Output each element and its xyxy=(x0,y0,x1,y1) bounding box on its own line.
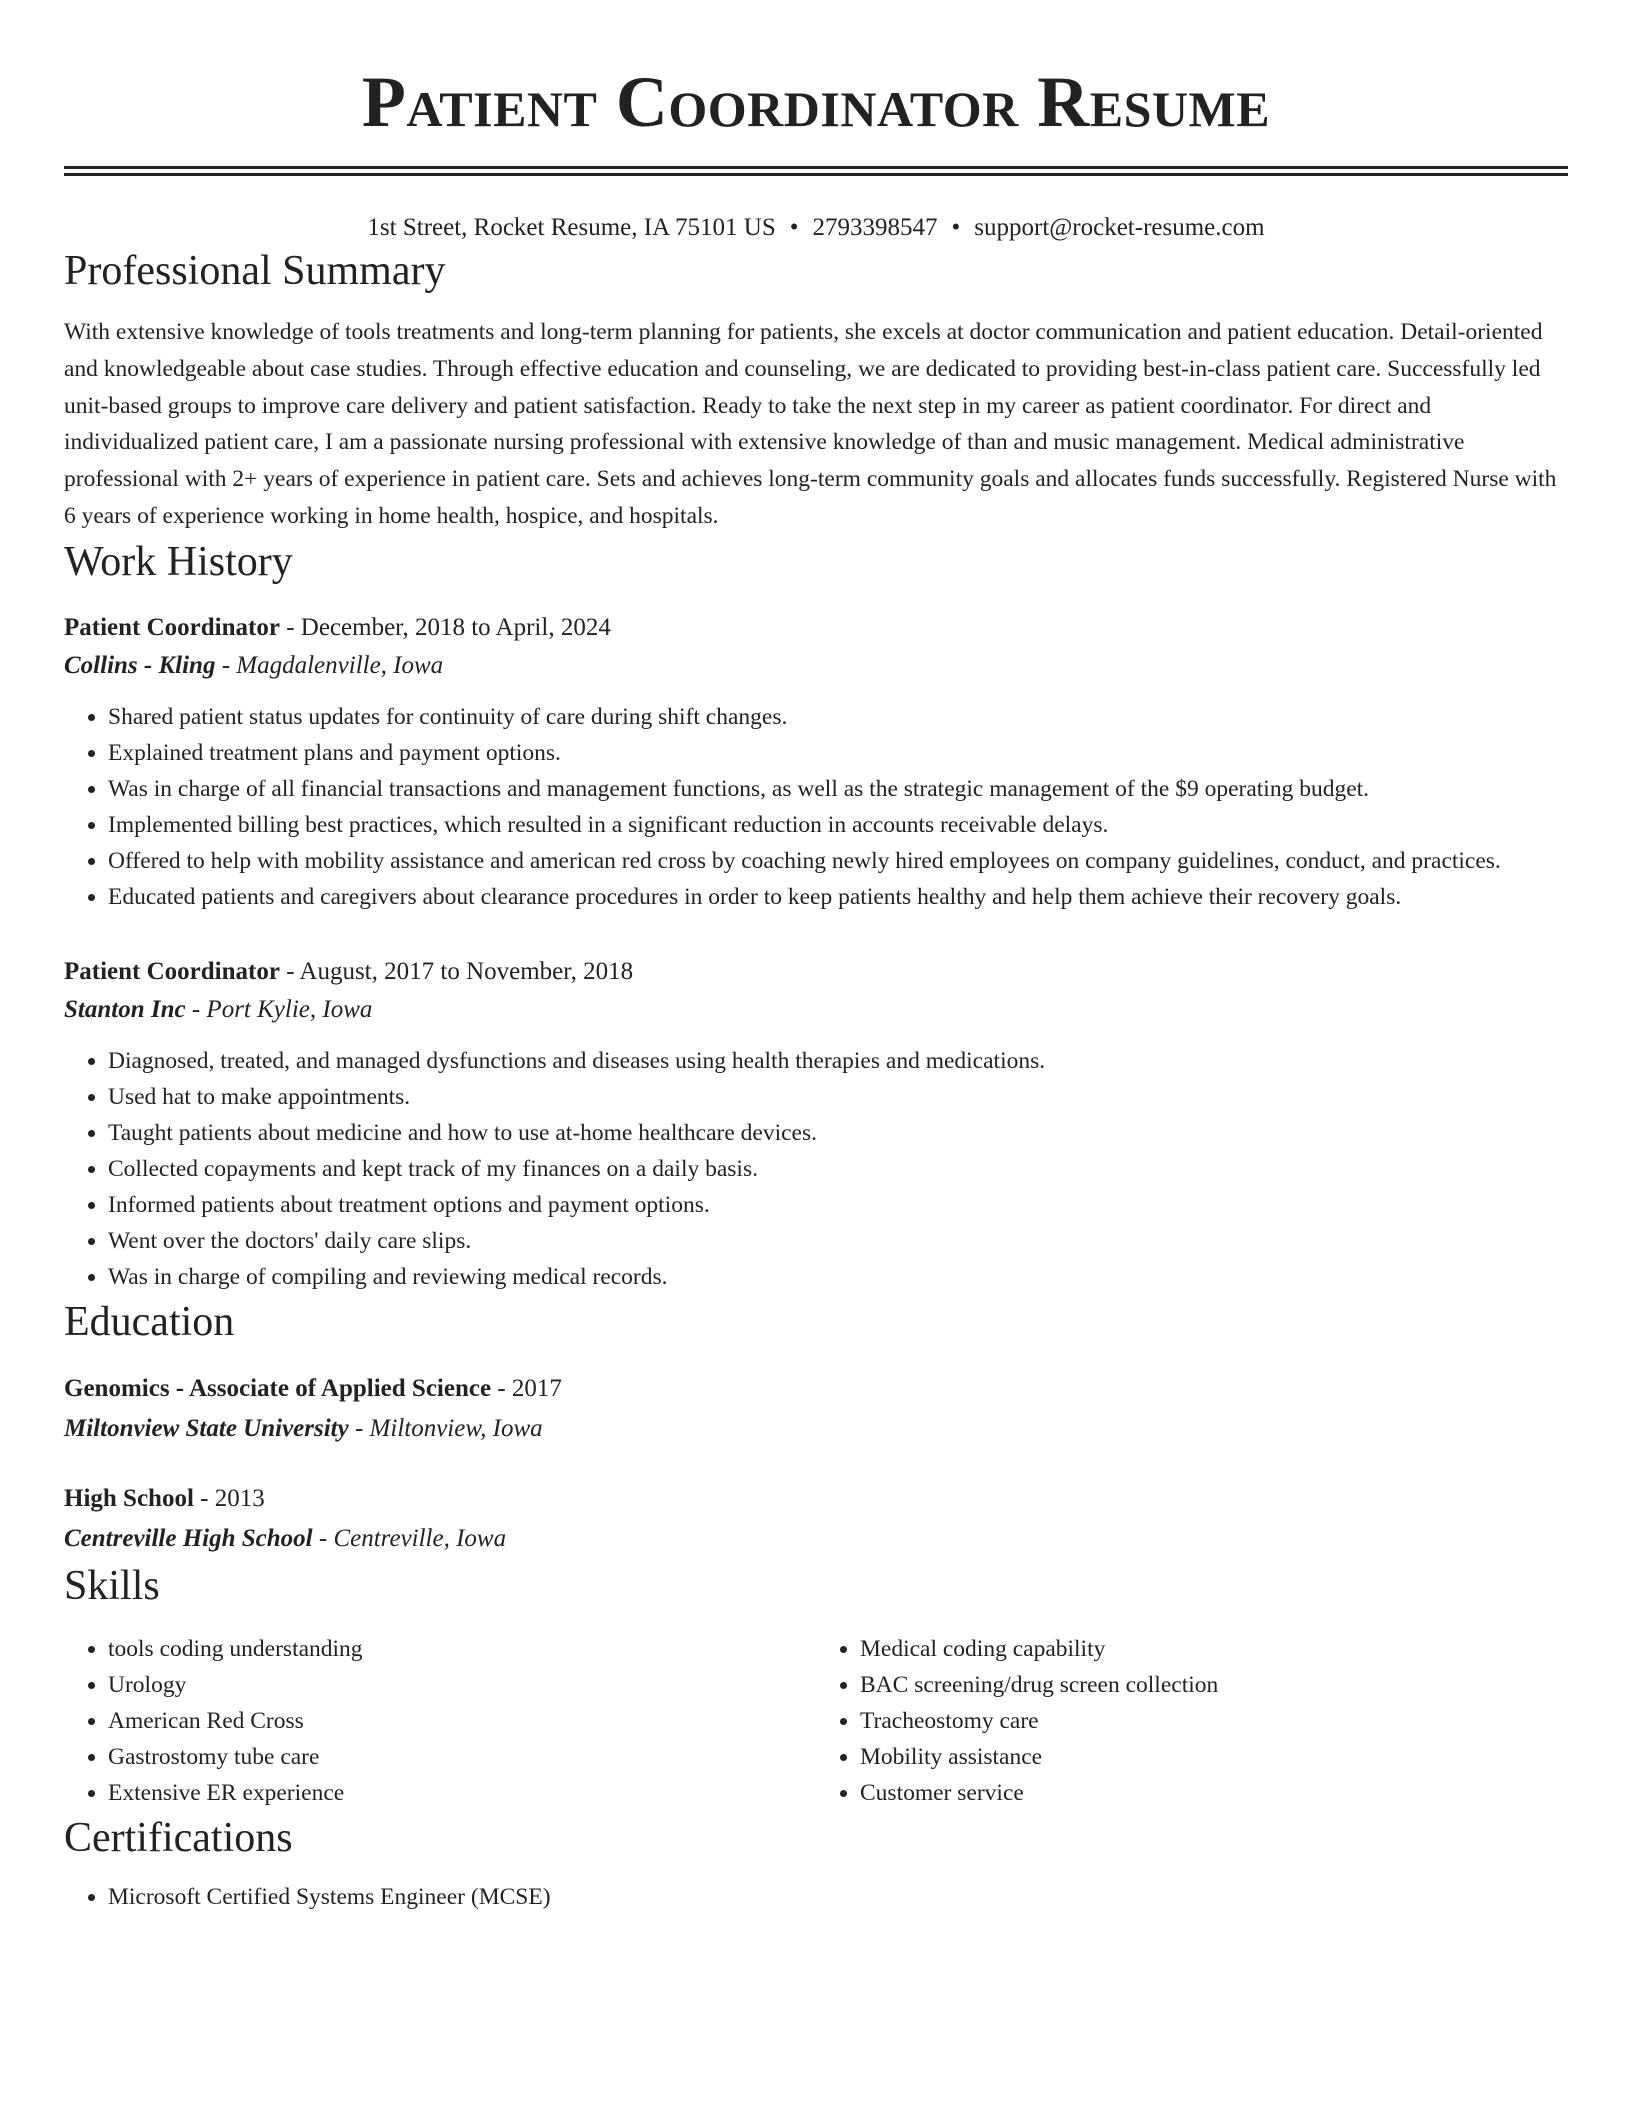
job-title: Patient Coordinator xyxy=(64,613,280,641)
contact-line xyxy=(64,212,1568,244)
education-header xyxy=(64,1369,1568,1409)
job-entry xyxy=(64,609,1568,915)
job-duty: • Went over the doctors' daily care slips. xyxy=(108,1223,1568,1259)
job-header xyxy=(64,953,1568,991)
skill-item: • Mobility assistance xyxy=(860,1739,1568,1775)
skills-heading: Skills xyxy=(64,1562,160,1609)
skill-item: • Gastrostomy tube care xyxy=(108,1739,816,1775)
job-location: - Magdalenville, Iowa xyxy=(215,651,444,679)
skills-grid xyxy=(64,1631,1568,1811)
job-entry xyxy=(64,953,1568,1295)
job-title: Patient Coordinator xyxy=(64,957,280,985)
summary-heading: Professional Summary xyxy=(64,248,446,294)
job-employer-line xyxy=(64,991,1568,1029)
job-duty: • Shared patient status updates for continuity of care during shift changes. xyxy=(108,699,1568,735)
contact-address: 1st Street, Rocket Resume, IA 75101 US xyxy=(367,214,776,241)
skill-item: • Tracheostomy care xyxy=(860,1703,1568,1739)
education-location: - Miltonview, Iowa xyxy=(348,1414,543,1442)
certifications-list xyxy=(64,1879,1568,1915)
job-duty: • Taught patients about medicine and how to use at-home healthcare devices. xyxy=(108,1115,1568,1151)
skills-list-left xyxy=(64,1631,816,1811)
contact-email: support@rocket-resume.com xyxy=(974,214,1265,241)
education-school: Centreville High School xyxy=(64,1524,313,1552)
job-duty: • Was in charge of all financial transactions and management functions, as well as the strategic management of the $9 operating budget. xyxy=(108,771,1568,807)
education-school-line xyxy=(64,1409,1568,1449)
job-duty: • Explained treatment plans and payment options. xyxy=(108,735,1568,771)
education-school-line xyxy=(64,1519,1568,1559)
job-duty: • Was in charge of compiling and reviewing medical records. xyxy=(108,1259,1568,1295)
contact-phone: 2793398547 xyxy=(812,214,938,241)
job-employer-line xyxy=(64,647,1568,685)
job-duty: • Implemented billing best practices, which resulted in a significant reduction in accounts receivable delays. xyxy=(108,807,1568,843)
resume-page xyxy=(64,0,1568,1915)
resume-title: Patient Coordinator Resume xyxy=(361,62,1271,142)
job-header xyxy=(64,609,1568,647)
job-duty: • Informed patients about treatment options and payment options. xyxy=(108,1187,1568,1223)
education-entry xyxy=(64,1479,1568,1559)
job-location: - Port Kylie, Iowa xyxy=(185,995,373,1023)
skill-item: • Extensive ER experience xyxy=(108,1775,816,1811)
education-degree: High School xyxy=(64,1484,194,1512)
certification-item: • Microsoft Certified Systems Engineer (MCSE) xyxy=(108,1879,1568,1915)
education-heading: Education xyxy=(64,1298,235,1345)
job-duty: • Used hat to make appointments. xyxy=(108,1079,1568,1115)
job-dates: - December, 2018 to April, 2024 xyxy=(279,613,611,641)
summary-text: With extensive knowledge of tools treatments and long-term planning for patients, she excels at doctor communication and patient education. Detail-oriented and knowledgeable about case studies. Through effective education and counseling, we are dedicated to providing best-in-class patient care. Successfully led unit-based groups to improve care delivery and patient satisfaction. Ready to take the next step in my career as patient coordinator. For direct and individualized patient care, I am a passionate nursing professional with extensive knowledge of than and music management. Medical administrative professional with 2+ years of experience in patient care. Sets and achieves long-term community goals and allocates funds successfully. Registered Nurse with 6 years of experience working in home health, hospice, and hospitals. xyxy=(64,319,1557,529)
work-history-heading: Work History xyxy=(64,538,293,585)
education-location: - Centreville, Iowa xyxy=(312,1524,507,1552)
skills-list-right xyxy=(816,1631,1568,1811)
skill-item: • Urology xyxy=(108,1667,816,1703)
education-header xyxy=(64,1479,1568,1519)
job-duty: • Diagnosed, treated, and managed dysfunctions and diseases using health therapies and medications. xyxy=(108,1043,1568,1079)
education-school: Miltonview State University xyxy=(64,1414,349,1442)
contact-separator: • xyxy=(789,214,799,241)
education-entry xyxy=(64,1369,1568,1449)
job-duties-list xyxy=(64,699,1568,915)
education-year: - 2013 xyxy=(193,1484,265,1512)
skill-item: • Customer service xyxy=(860,1775,1568,1811)
certifications-heading: Certifications xyxy=(64,1814,293,1861)
contact-separator: • xyxy=(951,214,961,241)
skill-item: • BAC screening/drug screen collection xyxy=(860,1667,1568,1703)
skill-item: • American Red Cross xyxy=(108,1703,816,1739)
job-duty: • Educated patients and caregivers about clearance procedures in order to keep patients healthy and help them achieve their recovery goals. xyxy=(108,879,1568,915)
title-double-rule xyxy=(64,166,1568,176)
education-year: - 2017 xyxy=(491,1374,562,1402)
education-degree: Genomics - Associate of Applied Science xyxy=(64,1374,492,1402)
job-duty: • Offered to help with mobility assistance and american red cross by coaching newly hired employees on company guidelines, conduct, and practices. xyxy=(108,843,1568,879)
skill-item: • Medical coding capability xyxy=(860,1631,1568,1667)
job-dates: - August, 2017 to November, 2018 xyxy=(279,957,634,985)
job-duties-list xyxy=(64,1043,1568,1295)
skill-item: • tools coding understanding xyxy=(108,1631,816,1667)
job-company: Collins - Kling xyxy=(64,651,216,679)
job-company: Stanton Inc xyxy=(64,995,186,1023)
job-duty: • Collected copayments and kept track of my finances on a daily basis. xyxy=(108,1151,1568,1187)
